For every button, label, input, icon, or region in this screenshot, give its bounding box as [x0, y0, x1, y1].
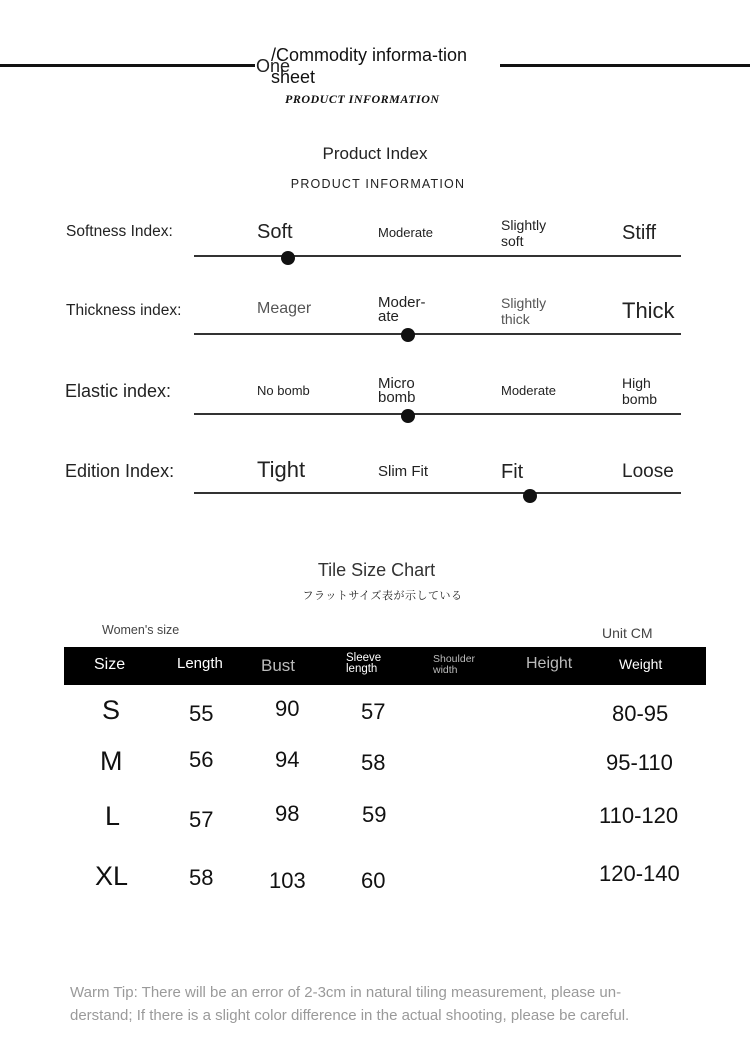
table-row-m-length: 56	[189, 747, 214, 772]
softness-scale-line	[194, 255, 681, 257]
softness-label: Softness Index:	[66, 223, 173, 240]
thickness-label: Thickness index:	[66, 302, 182, 319]
table-row-xl-weight: 120-140	[599, 861, 680, 886]
table-row-s-sleeve: 57	[361, 699, 386, 724]
womens-size-note: Women's size	[102, 623, 180, 637]
elastic-option-no-bomb: No bomb	[257, 383, 310, 398]
edition-label: Edition Index:	[65, 461, 175, 481]
size-chart-title: Tile Size Chart	[317, 560, 436, 580]
unit-note: Unit CM	[602, 625, 653, 641]
table-row-s-weight: 80-95	[612, 701, 669, 726]
table-row-l-bust: 98	[275, 801, 300, 826]
elastic-indicator-dot	[401, 409, 415, 423]
table-row-l-weight: 110-120	[599, 803, 679, 828]
col-height: Height	[526, 655, 573, 672]
softness-option-moderate: Moderate	[378, 225, 433, 240]
softness-option-stiff: Stiff	[622, 222, 657, 244]
col-bust: Bust	[261, 656, 296, 675]
table-row-xl-sleeve: 60	[361, 868, 386, 893]
thickness-option-slightly-thick: Slightly thick	[501, 295, 547, 327]
col-size: Size	[94, 656, 126, 673]
softness-indicator-dot	[281, 251, 295, 265]
thickness-option-meager: Meager	[257, 300, 312, 317]
col-sleeve-length: Sleeve length	[346, 652, 382, 675]
table-row-m-sleeve: 58	[361, 750, 386, 775]
edition-option-tight: Tight	[257, 457, 306, 482]
thickness-option-moderate: Moder-ate	[378, 294, 426, 325]
header-rule-right	[500, 64, 750, 67]
thickness-option-thick: Thick	[622, 298, 675, 323]
table-row-l-size: L	[105, 801, 121, 831]
header-one-text: One	[256, 56, 291, 76]
table-row-xl-size: XL	[95, 861, 129, 891]
table-row-l-length: 57	[189, 807, 214, 832]
elastic-label: Elastic index:	[65, 381, 172, 401]
warm-tip: Warm Tip: There will be an error of 2-3cm in natural tiling measurement, please un-derstand; If there is a slight color difference in the actual shooting, please be careful.	[70, 984, 630, 1024]
table-row-s-size: S	[102, 695, 121, 725]
edition-option-slim-fit: Slim Fit	[378, 463, 428, 480]
table-row-m-bust: 94	[275, 747, 300, 772]
elastic-option-high-bomb: High bomb	[622, 375, 658, 407]
softness-option-soft: Soft	[257, 221, 293, 243]
col-shoulder-width: Shoulder width	[433, 653, 476, 676]
header-subtitle: PRODUCT INFORMATION	[285, 92, 440, 106]
edition-indicator-dot	[523, 489, 537, 503]
header-rule-left	[0, 64, 255, 67]
header-title: /Commodity informa-tion sheet	[271, 45, 468, 87]
edition-scale-line	[194, 492, 681, 494]
size-chart-subtitle: フラットサイズ表が示している	[302, 590, 463, 602]
thickness-scale-line	[194, 333, 681, 335]
col-length: Length	[177, 655, 223, 672]
table-row-m-weight: 95-110	[606, 750, 673, 775]
edition-option-loose: Loose	[622, 461, 674, 482]
col-weight: Weight	[619, 656, 663, 672]
table-row-xl-length: 58	[189, 865, 214, 890]
elastic-option-moderate: Moderate	[501, 383, 556, 398]
table-row-l-sleeve: 59	[362, 802, 387, 827]
size-table-header	[64, 647, 706, 685]
table-row-m-size: M	[100, 746, 123, 776]
softness-option-slightly-soft: Slightly soft	[501, 217, 547, 249]
table-row-s-length: 55	[189, 701, 214, 726]
elastic-scale-line	[194, 413, 681, 415]
edition-option-fit: Fit	[501, 461, 524, 483]
thickness-indicator-dot	[401, 328, 415, 342]
product-index-subtitle: PRODUCT INFORMATION	[290, 177, 466, 191]
table-row-s-bust: 90	[275, 696, 300, 721]
table-row-xl-bust: 103	[269, 868, 306, 893]
elastic-option-micro-bomb: Micro bomb	[378, 375, 416, 406]
product-index-title: Product Index	[322, 144, 428, 163]
